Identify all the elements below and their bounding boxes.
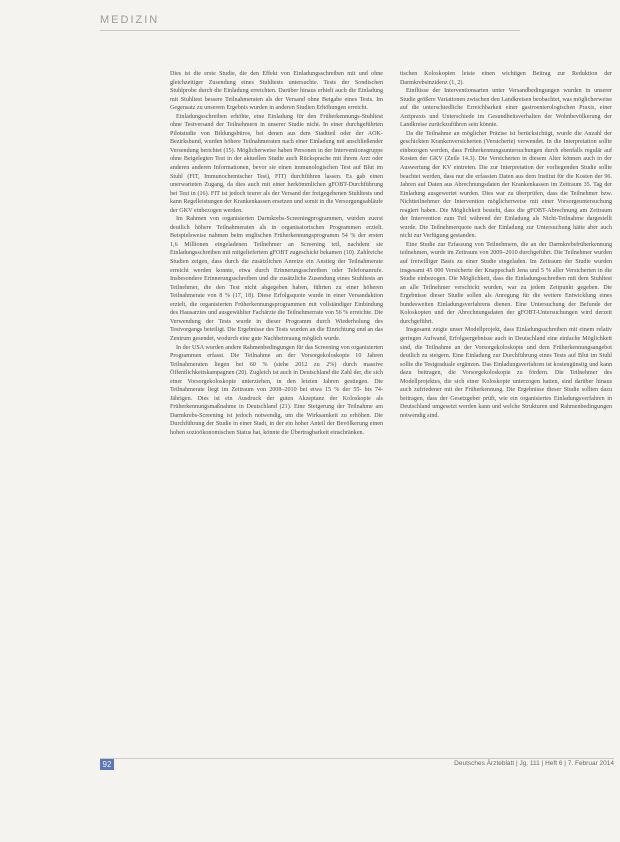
- left-column: [170, 70, 383, 438]
- paragraph: Im Rahmen von organisierten Darmkrebs-Screeningprogrammen, wurden zuerst deutlich höhere Teilnahmeraten als in organisatorischen Programmen erzielt. Beispielsweise nahmen beim englischen Früherkennungsprogramm 54 % der ersten 1,6 Millionen eingeladenen Teilnehmer an Screening teil, nachdem sie Einladungsschreiben mit mitgeliefertem gFOBT zugeschickt bekamen (10). Zahlreiche Studien zeigen, dass durch die zusätzlichen Anreize ein Anstieg der Teilnahmerate erreicht werden konnte, etwa durch Erinnerungsschreiben oder Telefonanrufe. Insbesondere Erinnerungsschreiben und die zusätzliche Zusendung eines Stuhltests an Teilnehmer, die den Test nicht abgegeben haben, führten zu einer höheren Teilnahmerate von 8 % (17, 18). Diese Erfolgsquote wurde in einer Versandaktion erzielt, die organisierten Früherkennungsprogrammen mit vollständiger Einbindung des Hausarztes und ausgewählter Fachärzte die Teilnehmerrate von 56 % erreichte. Die Verwendung der Tests wurde in dieser Programm durch Wiederholung des Testvorgangs beteiligt. Die Ergebnisse des Tests wurden an die Einrichtung und an das Zentrum gesendet, wodurch eine gute Nachbetreuung möglich wurde.: [170, 216, 383, 342]
- paragraph: Einflüsse der Interventionsarten unter Versandbedingungen wurden in unserer Studie größere Variationen zwischen den Landkreisen beobachtet, was möglicherweise auf die unterschiedliche Erreichbarkeit einer gastroenterologischen Praxis, einer Arztpraxis und Unterschiede im Gesundheitsverhalten der Wohnbevölkerung der Landkreise zurückzuführen sein könnte.: [400, 88, 612, 129]
- paragraph: Eine Studie zur Erfassung von Teilnehmern, die an der Darmkrebsfrüherkennung teilnehmen, wurde im Zeitraum von 2009–2010 durchgeführt. Die Teilnehmer wurden auf freiwilliger Basis zu einer Studie eingeladen. Im Zeitraum der Studie wurden insgesamt 45 000 Versicherte der Knappschaft Jena und 5 % aller Versicherten in die Studie einbezogen. Die Möglichkeit, dass die Einladungsschreiben mit dem Stuhltest an alle Teilnehmer verschickt wurden, war zu jedem Zeitpunkt gegeben. Die Ergebnisse dieser Studie sollen als Anregung für die weitere Entwicklung eines bundesweiten Einladungsverfahrens dienen. Eine Untersuchung der Befunde der Koloskopien und der Abrechnungsdaten der gFOBT-Untersuchungen wird derzeit durchgeführt.: [400, 241, 612, 325]
- paragraph: Da die Teilnahme an möglicher Präzise ist berücksichtigt, wurde die Anzahl der geschickten Krankenversicherten (Versicherte) verwendet. In die Interpretation sollte einbezogen werden, dass Früherkennungsuntersuchungen durch ebenfalls regulär auf Kosten der GKV (Zeile 14.3). Die Versicherten in diesem Alter können auch in der Auswertung der KV eintreten. Die zur Interpretation der vorliegenden Studie sollte beachtet werden, dass nur die erfassten Daten aus dem Institut für die Kosten der 96. Jahren auf Daten aus Abrechnungsdaten der Krankenkassen im Zeitraum 35. Tag der Einladung ausgewertet wurden. Dies war zu überprüfen, dass die Teilnehmer bzw. Nichtteilnehmer der Intervention möglicherweise mit einer Vorsorgeuntersuchung reagiert haben. Die Möglichkeit besteht, dass die gFOBT-Abrechnung am Zeitraum der Intervention zum Teil während der Einladung als Nicht-Teilnahme dargestellt wurde. Die Teilnehmerquote nach der Einladung zur Untersuchung hätte aber auch nicht zur Verfügung gestanden.: [400, 130, 612, 240]
- right-column: [400, 70, 612, 420]
- paragraph: Insgesamt zeigte unser Modellprojekt, dass Einladungsschreiben mit einem relativ geringen Aufwand, Erfolgsergebnisse auch in Deutschland eine einfache Möglichkeit sind, die Teilnahme an der Vorsorgekoloskopie und dem Früherkennungsangebot deutlich zu steigern. Eine Einladung zur Durchführung eines Tests auf Blut im Stuhl sollte die Testgraduale ergänzen. Das Einladungsverfahren ist kostengünstig und kann dazu beitragen, die Vorsorgekoloskopie zu fördern. Die Teilnehmer des Modellprojektes, die sich einer Koloskopie unterzogen hatten, sind darüber hinaus auch zufriedener mit der Früherkennung. Die Ergebnisse dieser Studie sollten dazu beitragen, dass der Gesetzgeber prüft, wie ein organisiertes Einladungsverfahren in Deutschland umgesetzt werden kann und welche Strukturen und Rahmenbedingungen notwendig sind.: [400, 327, 612, 419]
- paragraph: Einladungsschreiben erhöhte, eine Einladung für den Früherkennungs-Stuhltest ohne Testversand der Teilnehmern in unserer Studie nicht. In einer durchgeführten Pilotstudie von Bildungsbüros, bei denen aus dem Stadtteil oder der AOK-Bezirksbund, wurden höhere Teilnahmeraten nach einer Einladung mit anschließender Versendung berichtet (15). Möglicherweise haben Personen in der Interventionsgruppe ohne Beigelegten Test in der aktuellen Studie auch Rücksprache mit ihrem Arzt oder anderen anderen Informationen, bevor sie einen immunologischen Test auf Blut im Stuhl (FIT, Immunochemischer Test), FIT) durchführen lassen. Es gab einen unerwarteten Zugang, da dies auch mit einer herkömmlichen gFOBT-Durchführung bei Test in (16). FIT ist jedoch teurer als der Versand der freigegebenen Stuhltests und kann Regelleistungen der Krankenkassen ersetzen und somit in die Versorgungsabläufe der GKV einbezogen werden.: [170, 113, 383, 214]
- page-number: 92: [100, 759, 114, 770]
- section-label: MEDIZIN: [100, 14, 160, 26]
- paragraph: Dies ist die erste Studie, die den Effekt von Einladungsschreiben mit und ohne gleichzeitiger Zusendung eines Stuhltests untersuchte. Tests der Sondischen Stuhlprobe durch die Einladung erreichten. Darüber hinaus erhielt auch die Einladung mit Stuhltest bessere Teilnahmeraten als der Versand ohne Beigabe eines Tests. Im Gegensatz zu unserem Ergebnis wurden in anderen Studien Erhöhungen erreicht.: [170, 71, 383, 112]
- journal-reference: Deutsches Ärzteblatt | Jg. 111 | Heft 6 | 7. Februar 2014: [454, 760, 614, 767]
- paragraph: In der USA wurden andere Rahmenbedingungen für das Screening von organisierten Programmen erfasst. Die Teilnahme an der Vorsorgekoloskopie 10 Jahren Teilnahmeraten liegen bei 60 % (siehe 2012 zu 2%) durch massive Öffentlichkeitskampagnen (20). Zugleich ist auch in Deutschland die Zahl der, die sich einer Vorsorgekoloskopie unterziehen, in den letzten Jahren gestiegen. Die Teilnahmerate liegt im Zeitraum von 2008–2010 bei etwa 15 % der 55- bis 74-Jährigen. Dies ist ein Ausdruck der guten Akzeptanz der Koloskopie als Früherkennungsmaßnahme in Deutschland (21). Eine Steigerung der Teilnahme am Darmkrebs-Screening ist jedoch notwendig, um die Wirksamkeit zu erhöhen. Die Durchführung der Studie in einer Stadt, in der ein hoher Anteil der Bevölkerung einen hohen sozioökonomischen Status hat, könnte die Übertragbarkeit einschränken.: [170, 344, 383, 436]
- paragraph: tischen Koloskopien leiste einen wichtigen Beitrag zur Reduktion der Darmkrebsinzidenz (1, 2).: [400, 71, 612, 86]
- header-rule: [100, 30, 520, 31]
